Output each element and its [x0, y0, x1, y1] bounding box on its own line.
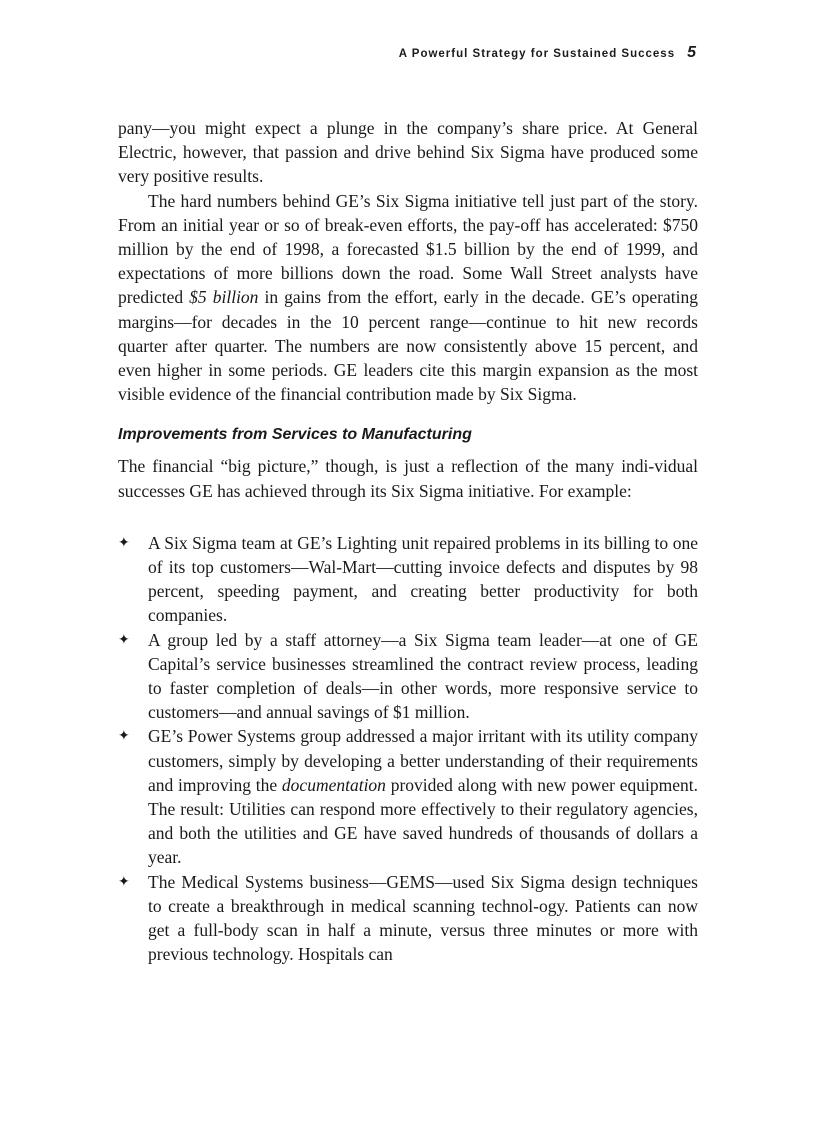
paragraph-2: [118, 189, 698, 407]
diamond-bullet-icon: ✦: [118, 728, 130, 745]
emphasis-5-billion: $5 billion: [189, 287, 259, 308]
running-title: A Powerful Strategy for Sustained Success: [398, 48, 676, 60]
page-number: 5: [687, 44, 696, 61]
list-item-text: A Six Sigma team at GE’s Lighting unit repaired problems in its billing to one of its top customers—Wal-Mart—cutting invoice defects and disputes by 98 percent, speeding payment, and creating better productivity for both companies.: [148, 532, 698, 626]
running-header: [118, 44, 696, 62]
section-intro: The financial “big picture,” though, is just a reflection of the many indi-vidual successes GE has achieved through its Six Sigma initiative. For example:: [118, 456, 698, 501]
diamond-bullet-icon: ✦: [118, 534, 130, 551]
section-heading: Improvements from Services to Manufacturing: [118, 426, 472, 444]
list-item: [118, 531, 698, 628]
paragraph-2-text-a: The hard numbers behind GE’s Six Sigma initiative tell just part of the story. From an initial year or so of break-even efforts, the pay-off has accelerated: $750 million by the end of 1998, a forecasted $1.5 billion by the end of 1999, and expectations of more billions down the road. Some Wall Street analysts have predicted: [118, 190, 698, 308]
paragraph-1: pany—you might expect a plunge in the company’s share price. At General Electric, however, that passion and drive behind Six Sigma have produced some very positive results.: [118, 118, 698, 187]
diamond-bullet-icon: ✦: [118, 631, 130, 648]
list-item-text-a: GE’s Power Systems group addressed a major irritant with its utility company customers, simply by developing a better understanding of their requirements and improving the: [148, 726, 698, 795]
list-item: [118, 628, 698, 725]
list-item: [118, 870, 698, 967]
list-item-text: The Medical Systems business—GEMS—used Six Sigma design techniques to create a breakthrough in medical scanning technol-ogy. Patients can now get a full-body scan in half a minute, versus three minutes or more with previous technology. Hospitals can: [148, 871, 698, 965]
diamond-bullet-icon: ✦: [118, 873, 130, 890]
example-list: [118, 531, 698, 967]
list-item: [118, 724, 698, 869]
paragraph-2-text-b: in gains from the effort, early in the decade. GE’s operating margins—for decades in the 10 percent range—continue to hit new records quarter after quarter. The numbers are now consistently above 15 percent, and even higher in some periods. GE leaders cite this margin expansion as the most visible evidence of the financial contribution made by Six Sigma.: [118, 287, 698, 405]
emphasis-documentation: documentation: [281, 774, 386, 795]
list-item-text-b: provided along with new power equipment. The result: Utilities can respond more effectively to their regulatory agencies, and both the utilities and GE have saved hundreds of thousands of dollars a year.: [148, 774, 698, 868]
body-text: [118, 116, 698, 967]
list-item-text: A group led by a staff attorney—a Six Sigma team leader—at one of GE Capital’s service businesses streamlined the contract review process, leading to faster completion of deals—in other words, more responsive service to customers—and annual savings of $1 million.: [148, 629, 698, 723]
